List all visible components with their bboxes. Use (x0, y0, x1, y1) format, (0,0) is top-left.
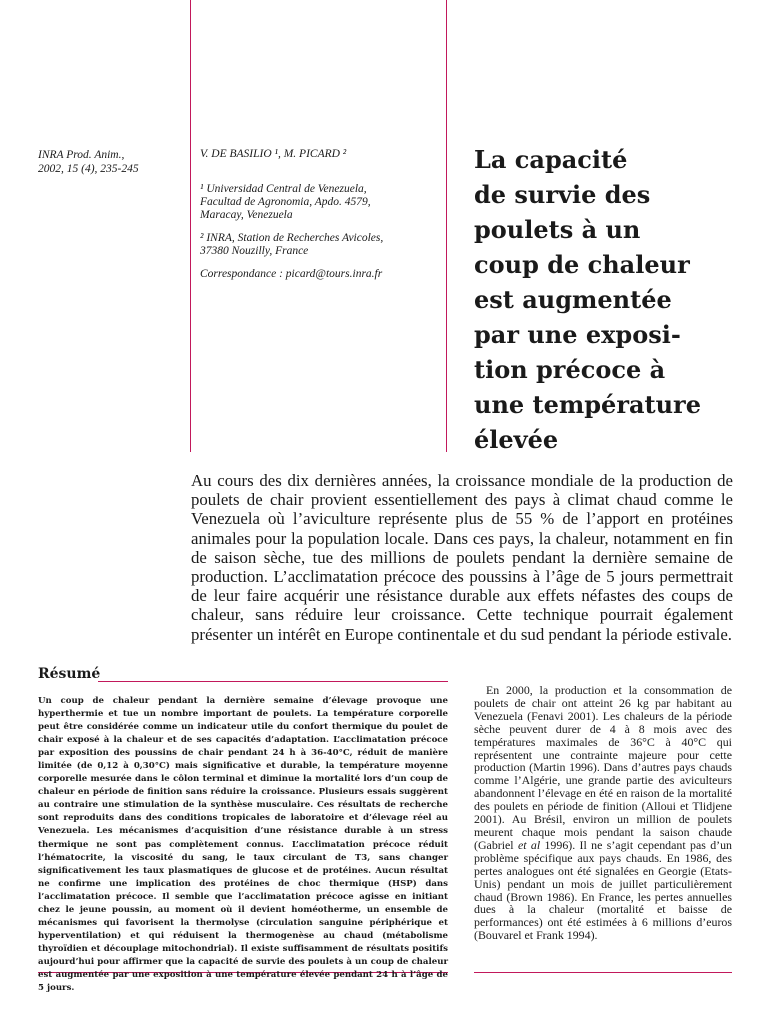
title-line: La capacité (474, 145, 628, 174)
body-text-italic: et al (517, 837, 541, 852)
affiliation-2-line: 37380 Nouzilly, France (200, 245, 309, 257)
title-line: poulets à un (474, 215, 641, 244)
title-line: par une exposi- (474, 320, 681, 349)
affiliation-2-line: ² INRA, Station de Recherches Avicoles, (200, 232, 384, 244)
journal-reference (38, 148, 188, 176)
authors-block (200, 148, 440, 281)
left-vertical-rule (190, 0, 191, 452)
right-vertical-rule (446, 0, 447, 452)
resume-heading: Résumé (38, 666, 101, 682)
affiliation-1-line: ¹ Universidad Central de Venezuela, (200, 183, 367, 195)
title-line: coup de chaleur (474, 250, 690, 279)
author-names: V. DE BASILIO ¹, M. PICARD ² (200, 148, 347, 160)
correspondance: Correspondance : picard@tours.inra.fr (200, 268, 383, 280)
right-column-bottom-rule (474, 972, 732, 973)
journal-volume: 2002, 15 (4), 235-245 (38, 163, 139, 175)
title-line: une température (474, 390, 701, 419)
body-paragraph (474, 684, 732, 942)
affiliation-1 (200, 183, 440, 222)
body-text: 1996). Il ne s’agit cependant pas d’un problème spécifique aux pays chauds. En 1986, des pertes analogues ont été signalées en Georgie (Etats-Unis) pendant un mois de juillet particulièrement chaud (Brown 1986). En France, les pertes annuelles dues à la chaleur (mortalité et baisse de performances) ont été estimées à 6 millions d’euros (Bouvarel et Frank 1994). (474, 837, 732, 943)
resume-top-rule (98, 681, 448, 682)
title-line: tion précoce à (474, 355, 666, 384)
intro-paragraph: Au cours des dix dernières années, la croissance mondiale de la production de poulets de chair provient essentiellement des pays à climat chaud comme le Venezuela où l’aviculture représente plus de 55 % de l’apport en protéines animales pour la population locale. Dans ces pays, la chaleur, notamment en fin de saison sèche, tue des millions de poulets pendant la dernière semaine de production. L’acclimatation précoce des poussins à l’âge de 5 jours permettrait de leur faire acquérir une résistance durable aux effets néfastes des coups de chaleur, sans réduire leur croissance. Cette technique pourrait également présenter un intérêt en Europe continentale et du sud pendant la période estivale. (191, 471, 733, 644)
affiliation-2 (200, 232, 440, 258)
title-line: élevée (474, 425, 559, 454)
affiliation-1-line: Maracay, Venezuela (200, 209, 293, 221)
resume-text: Un coup de chaleur pendant la dernière semaine d’élevage provoque une hyperthermie et tue un nombre important de poulets. La température corporelle peut être considérée comme un indicateur utile du confort thermique du poulet de chair exposé à la chaleur et de ses capacités d’adaptation. L’acclimatation précoce par exposition des poussins de chair pendant 24 h à 36-40°C, réduit de manière limitée (de 0,12 à 0,30°C) mais significative et durable, la température moyenne corporelle mesurée dans le côlon terminal et diminue la mortalité lors d’un coup de chaleur en période de finition sans réduire la croissance. Plusieurs essais suggèrent au contraire une stimulation de la synthèse musculaire. Ces résultats de recherche sont reproduits dans des conditions tropicales de laboratoire et d’élevage réel au Venezuela. Les mécanismes d’acquisition d’une résistance durable à un stress thermique ne sont pas complètement connus. L’acclimatation précoce réduit l’hématocrite, la viscosité du sang, le taux circulant de T3, sans changer significativement les taux plasmatiques de glucose et de protéines. Aucun résultat ne confirme une implication des protéines de choc thermique (HSP) dans l’acclimatation précoce. Il semble que l’acclimatation précoce agisse en initiant chez le jeune poussin, au moment où il devient homéotherme, un ensemble de mécanismes qui favorisent la thermolyse (circulation sanguine périphérique et hyperventilation) et qui réduisent la thermogenèse au chaud (métabolisme thyroïdien et découplage mitochondrial). Il existe suffisamment de résultats positifs aujourd’hui pour affirmer que la capacité de survie des poulets à un coup de chaleur est augmentée par une exposition à une température élevée pendant 24 h à l’âge de 5 jours. (38, 696, 448, 994)
article-title (474, 142, 764, 457)
affiliation-1-line: Facultad de Agronomia, Apdo. 4579, (200, 196, 371, 208)
title-line: est augmentée (474, 285, 672, 314)
body-text: En 2000, la production et la consommation de poulets de chair ont atteint 26 kg par habitant au Venezuela (Fenavi 2001). Les chaleurs de la période sèche peuvent durer de 4 à 8 mois avec des températures maximales de 36°C à 40°C qui représentent une contrainte majeure pour cette production (Martin 1996). Dans d’autres pays chauds comme l’Algérie, une grande partie des aviculteurs abandonnent l’élevage en été en raison de la mortalité des poulets en période de finition (Alloui et Tlidjene 2001). Au Brésil, environ un million de poulets meurent chaque mois pendant la saison chaude (Gabriel (474, 683, 732, 852)
title-line: de survie des (474, 180, 651, 209)
journal-name: INRA Prod. Anim., (38, 149, 125, 161)
